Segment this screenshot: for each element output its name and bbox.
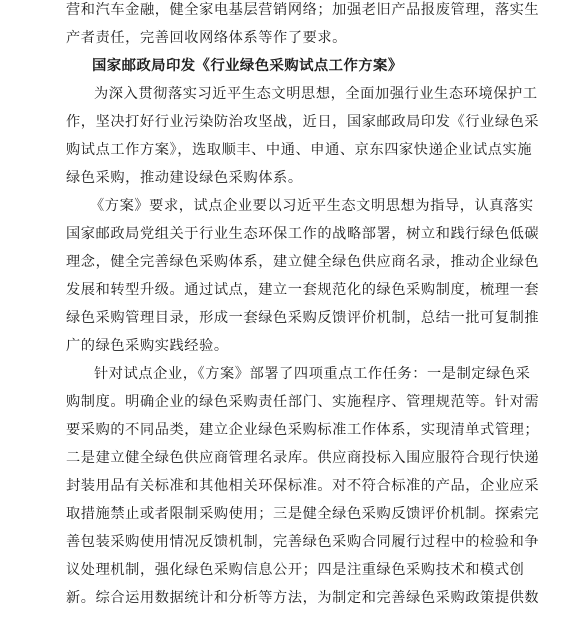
paragraph-3-line-2: 购制度。明确企业的绿色采购责任部门、实施程序、管理规范等。针对需 (66, 394, 540, 410)
paragraph-3-line-6: 取措施禁止或者限制采购使用；三是健全绿色采购反馈评价机制。探索完 (66, 506, 540, 522)
paragraph-3-line-1: 针对试点企业，《方案》部署了四项重点工作任务：一是制定绿色采 (94, 366, 531, 382)
paragraph-3-line-3: 要采购的不同品类，建立企业绿色采购标准工作体系，实现清单式管理； (66, 422, 540, 438)
paragraph-2-line-5: 绿色采购管理目录，形成一套绿色采购反馈评价机制，总结一批可复制推 (66, 310, 540, 326)
intro-line-1: 营和汽车金融，健全家电基层营销网络；加强老旧产品报废管理，落实生 (66, 2, 540, 18)
paragraph-1-line-2: 作，坚决打好行业污染防治攻坚战，近日，国家邮政局印发《行业绿色采 (66, 114, 540, 130)
paragraph-3-line-5: 封装用品有关标准和其他相关环保标准。对不符合标准的产品，企业应采 (66, 478, 540, 494)
paragraph-2-line-1: 《方案》要求，试点企业要以习近平生态文明思想为指导，认真落实 (90, 198, 534, 214)
section-title: 国家邮政局印发《行业绿色采购试点工作方案》 (92, 57, 403, 74)
paragraph-3-line-8: 议处理机制，强化绿色采购信息公开；四是注重绿色采购技术和模式创 (66, 562, 525, 578)
paragraph-2-line-2: 国家邮政局党组关于行业生态环保工作的战略部署，树立和践行绿色低碳 (66, 226, 540, 242)
paragraph-3-line-9: 新。综合运用数据统计和分析等方法，为制定和完善绿色采购政策提供数 (66, 590, 540, 606)
paragraph-1-line-4: 绿色采购，推动建设绿色采购体系。 (66, 170, 303, 186)
intro-line-2: 产者责任，完善回收网络体系等作了要求。 (66, 30, 347, 46)
paragraph-2-line-3: 理念，健全完善绿色采购体系，建立健全绿色供应商名录，推动企业绿色 (66, 254, 540, 270)
paragraph-2-line-4: 发展和转型升级。通过试点，建立一套规范化的绿色采购制度，梳理一套 (66, 282, 540, 298)
paragraph-3-line-7: 善包装采购使用情况反馈机制，完善绿色采购合同履行过程中的检验和争 (66, 534, 540, 550)
paragraph-1-line-3: 购试点工作方案》，选取顺丰、中通、申通、京东四家快递企业试点实施 (66, 142, 533, 158)
paragraph-2-line-6: 广的绿色采购实践经验。 (66, 338, 229, 354)
paragraph-3-line-4: 二是建立健全绿色供应商管理名录库。供应商投标入围应服符合现行快递 (66, 450, 540, 466)
paragraph-1-line-1: 为深入贯彻落实习近平生态文明思想，全面加强行业生态环境保护工 (94, 86, 538, 102)
